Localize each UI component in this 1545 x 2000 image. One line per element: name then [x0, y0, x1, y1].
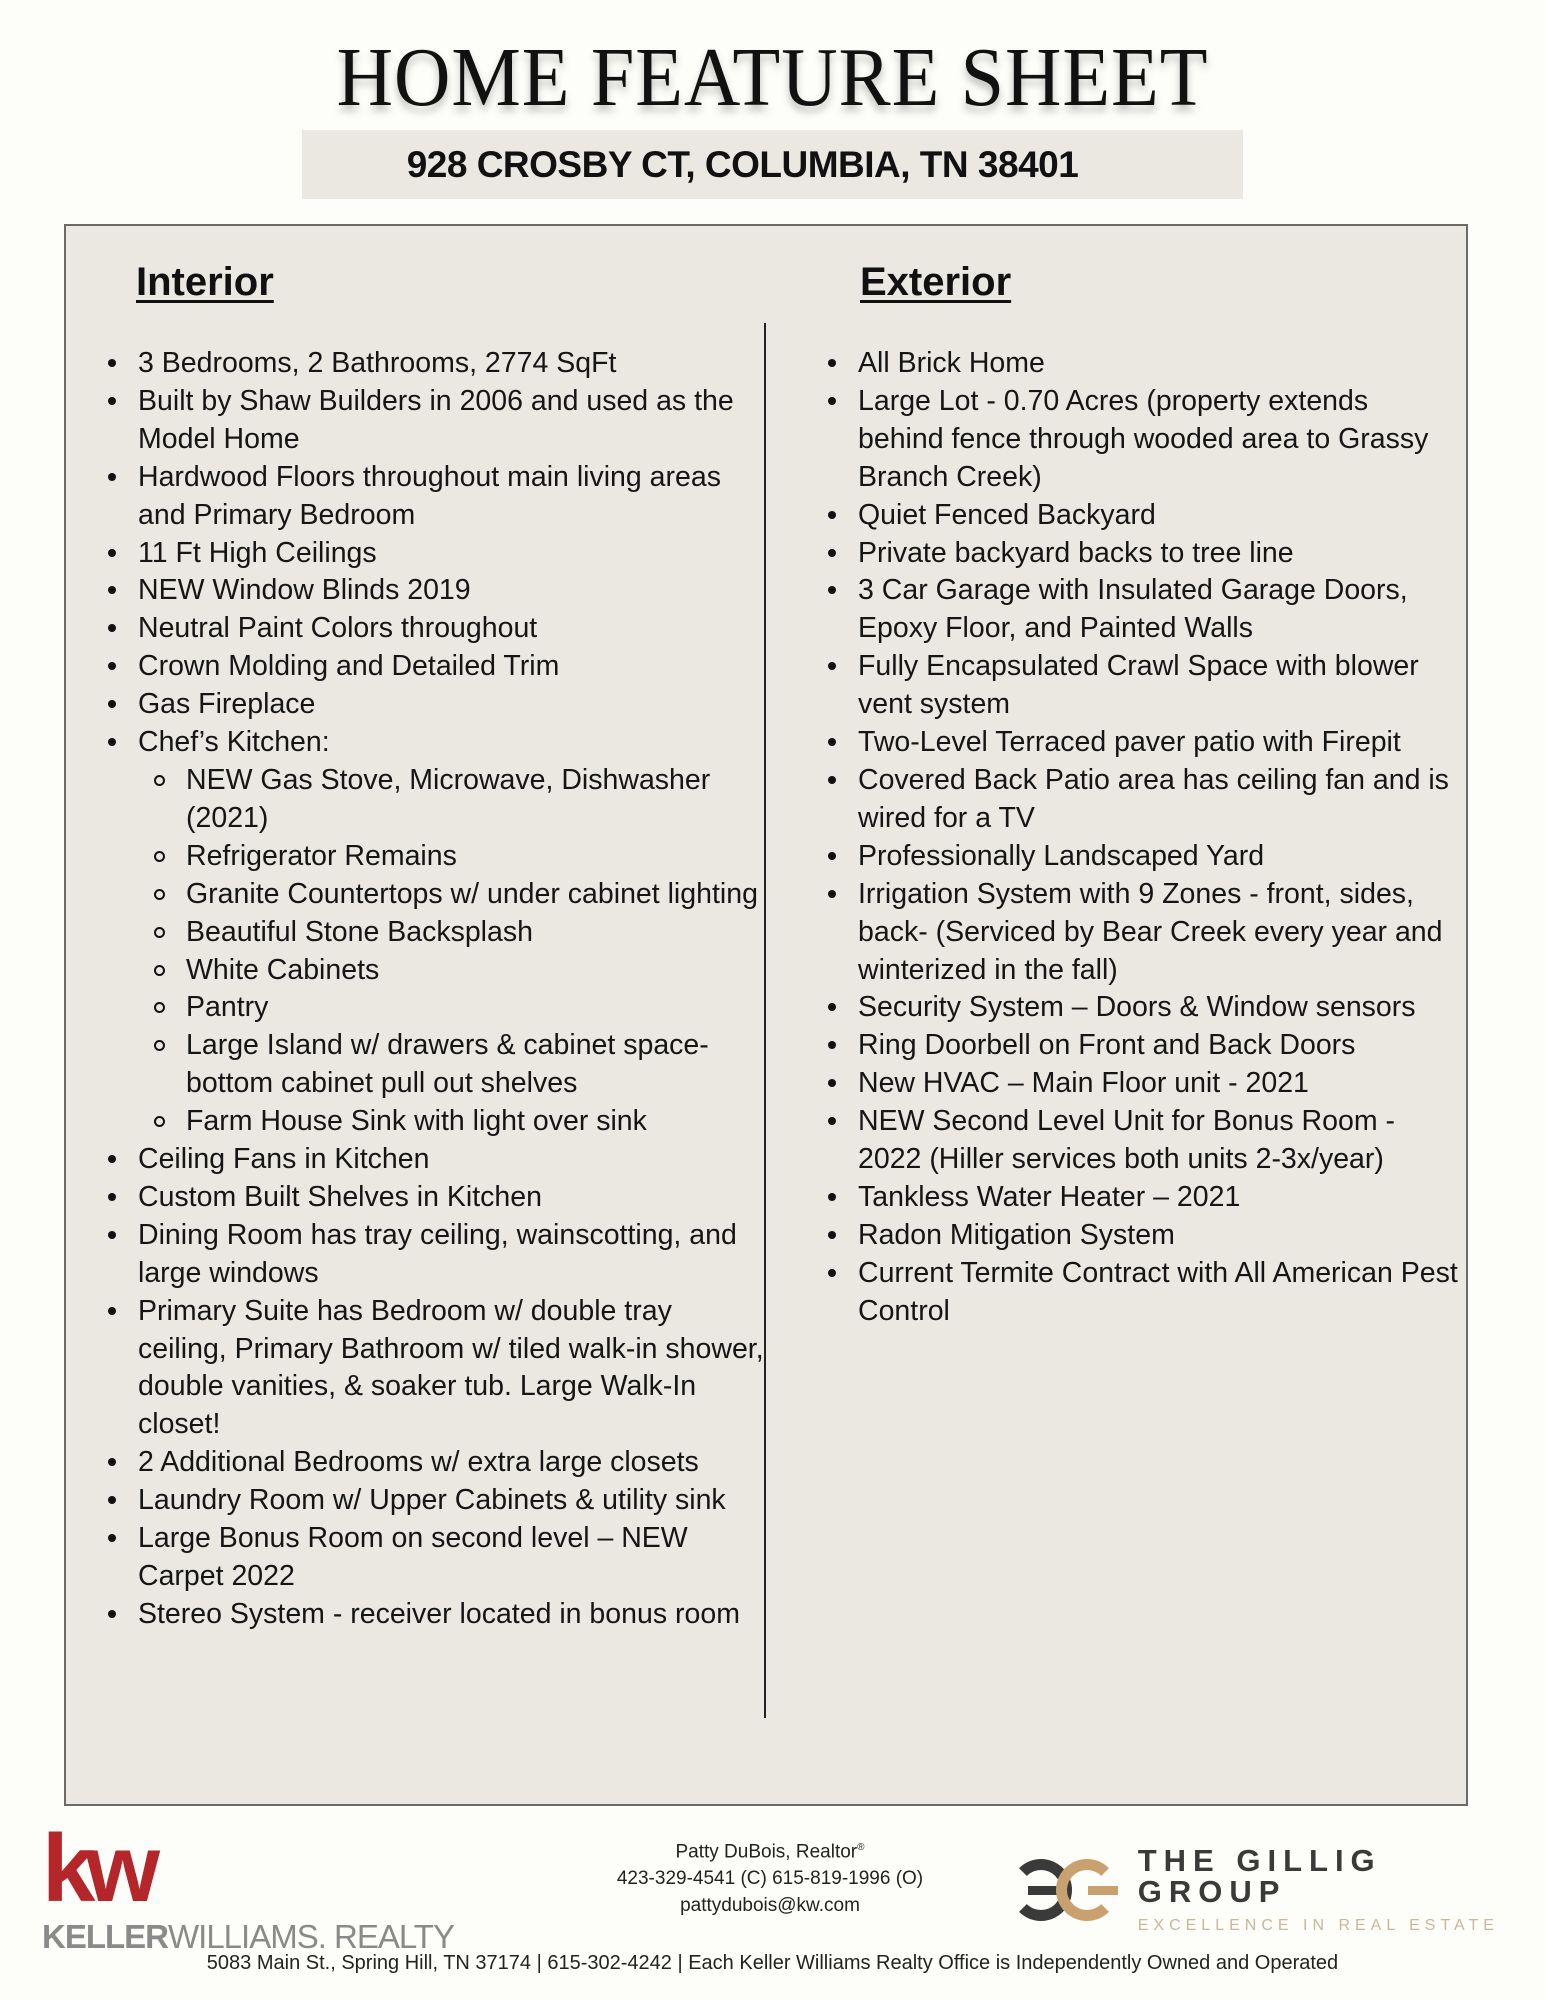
sub-list-item: NEW Gas Stove, Microwave, Dishwasher (2021) — [108, 762, 768, 838]
list-item: Laundry Room w/ Upper Cabinets & utility sink — [108, 1482, 768, 1520]
gillig-group-logo — [1010, 1845, 1545, 1935]
list-item: Neutral Paint Colors throughout — [108, 610, 768, 648]
list-item: Custom Built Shelves in Kitchen — [108, 1179, 768, 1217]
kw-mark-icon: kw — [42, 1815, 151, 1922]
gillig-group-tagline: EXCELLENCE IN REAL ESTATE — [1137, 1917, 1499, 1934]
list-item: Security System – Doors & Window sensors — [828, 989, 1458, 1027]
list-item: NEW Second Level Unit for Bonus Room - 2022 (Hiller services both units 2-3x/year) — [828, 1103, 1458, 1179]
agent-email[interactable]: pattydubois@kw.com — [680, 1895, 860, 1917]
gg-monogram-icon — [1010, 1859, 1120, 1921]
list-item: 3 Car Garage with Insulated Garage Doors, Epoxy Floor, and Painted Walls — [828, 572, 1458, 648]
property-address: 928 CROSBY CT, COLUMBIA, TN 38401 — [406, 144, 1079, 185]
list-item: Crown Molding and Detailed Trim — [108, 648, 768, 686]
list-item: Two-Level Terraced paver patio with Firepit — [828, 724, 1458, 762]
list-item: Gas Fireplace — [108, 686, 768, 724]
list-item: Primary Suite has Bedroom w/ double tray ceiling, Primary Bathroom w/ tiled walk-in shower, double vanities, & soaker tub. Large Walk-In closet! — [108, 1293, 768, 1445]
agent-phones: 423-329-4541 (C) 615-819-1996 (O) — [616, 1868, 924, 1890]
list-item: Current Termite Contract with All American Pest Control — [828, 1255, 1458, 1331]
sub-list-item: Beautiful Stone Backsplash — [108, 914, 768, 952]
list-item: Tankless Water Heater – 2021 — [828, 1179, 1458, 1217]
interior-heading: Interior — [136, 260, 274, 304]
list-item: NEW Window Blinds 2019 — [108, 572, 768, 610]
list-item: Covered Back Patio area has ceiling fan and is wired for a TV — [828, 762, 1458, 838]
list-item: All Brick Home — [828, 345, 1458, 383]
exterior-features-list — [828, 345, 1458, 1331]
list-item: Dining Room has tray ceiling, wainscotting, and large windows — [108, 1217, 768, 1293]
list-item: Large Bonus Room on second level – NEW Carpet 2022 — [108, 1520, 768, 1596]
agent-contact — [560, 1834, 980, 1919]
features-panel — [64, 224, 1468, 1806]
list-item: Chef’s Kitchen: — [108, 724, 768, 762]
list-item: Ring Doorbell on Front and Back Doors — [828, 1027, 1458, 1065]
sub-list-item: Large Island w/ drawers & cabinet space- bottom cabinet pull out shelves — [108, 1027, 768, 1103]
sub-list-item: Refrigerator Remains — [108, 838, 768, 876]
office-footer: 5083 Main St., Spring Hill, TN 37174 | 615-302-4242 | Each Keller Williams Realty Office is Independently Owned and Operated — [206, 1952, 1339, 1974]
address-banner — [302, 130, 1243, 199]
interior-features-list — [108, 345, 768, 1634]
list-item: New HVAC – Main Floor unit - 2021 — [828, 1065, 1458, 1103]
list-item: 11 Ft High Ceilings — [108, 535, 768, 573]
list-item: Irrigation System with 9 Zones - front, sides, back- (Serviced by Bear Creek every year and winterized in the fall) — [828, 876, 1458, 990]
list-item: Built by Shaw Builders in 2006 and used as the Model Home — [108, 383, 768, 459]
list-item: 2 Additional Bedrooms w/ extra large closets — [108, 1444, 768, 1482]
kw-wordmark: KELLERWILLIAMS. REALTY — [42, 1918, 454, 1956]
exterior-heading: Exterior — [860, 260, 1012, 304]
list-item: Hardwood Floors throughout main living areas and Primary Bedroom — [108, 459, 768, 535]
list-item: Quiet Fenced Backyard — [828, 497, 1458, 535]
list-item: Large Lot - 0.70 Acres (property extends behind fence through wooded area to Grassy Branch Creek) — [828, 383, 1458, 497]
agent-name: Patty DuBois, Realtor® — [675, 1841, 865, 1863]
list-item: Stereo System - receiver located in bonus room — [108, 1596, 768, 1634]
list-item: 3 Bedrooms, 2 Bathrooms, 2774 SqFt — [108, 345, 768, 383]
sub-list-item: Pantry — [108, 989, 768, 1027]
list-item: Professionally Landscaped Yard — [828, 838, 1458, 876]
list-item: Ceiling Fans in Kitchen — [108, 1141, 768, 1179]
list-item: Fully Encapsulated Crawl Space with blower vent system — [828, 648, 1458, 724]
sub-list-item: White Cabinets — [108, 952, 768, 990]
sub-list-item: Granite Countertops w/ under cabinet lighting — [108, 876, 768, 914]
list-item: Private backyard backs to tree line — [828, 535, 1458, 573]
keller-williams-logo — [42, 1815, 454, 1956]
sub-list-item: Farm House Sink with light over sink — [108, 1103, 768, 1141]
gillig-group-name: THE GILLIG GROUP — [1137, 1843, 1382, 1909]
page-title: HOME FEATURE SHEET — [336, 31, 1209, 124]
list-item: Radon Mitigation System — [828, 1217, 1458, 1255]
